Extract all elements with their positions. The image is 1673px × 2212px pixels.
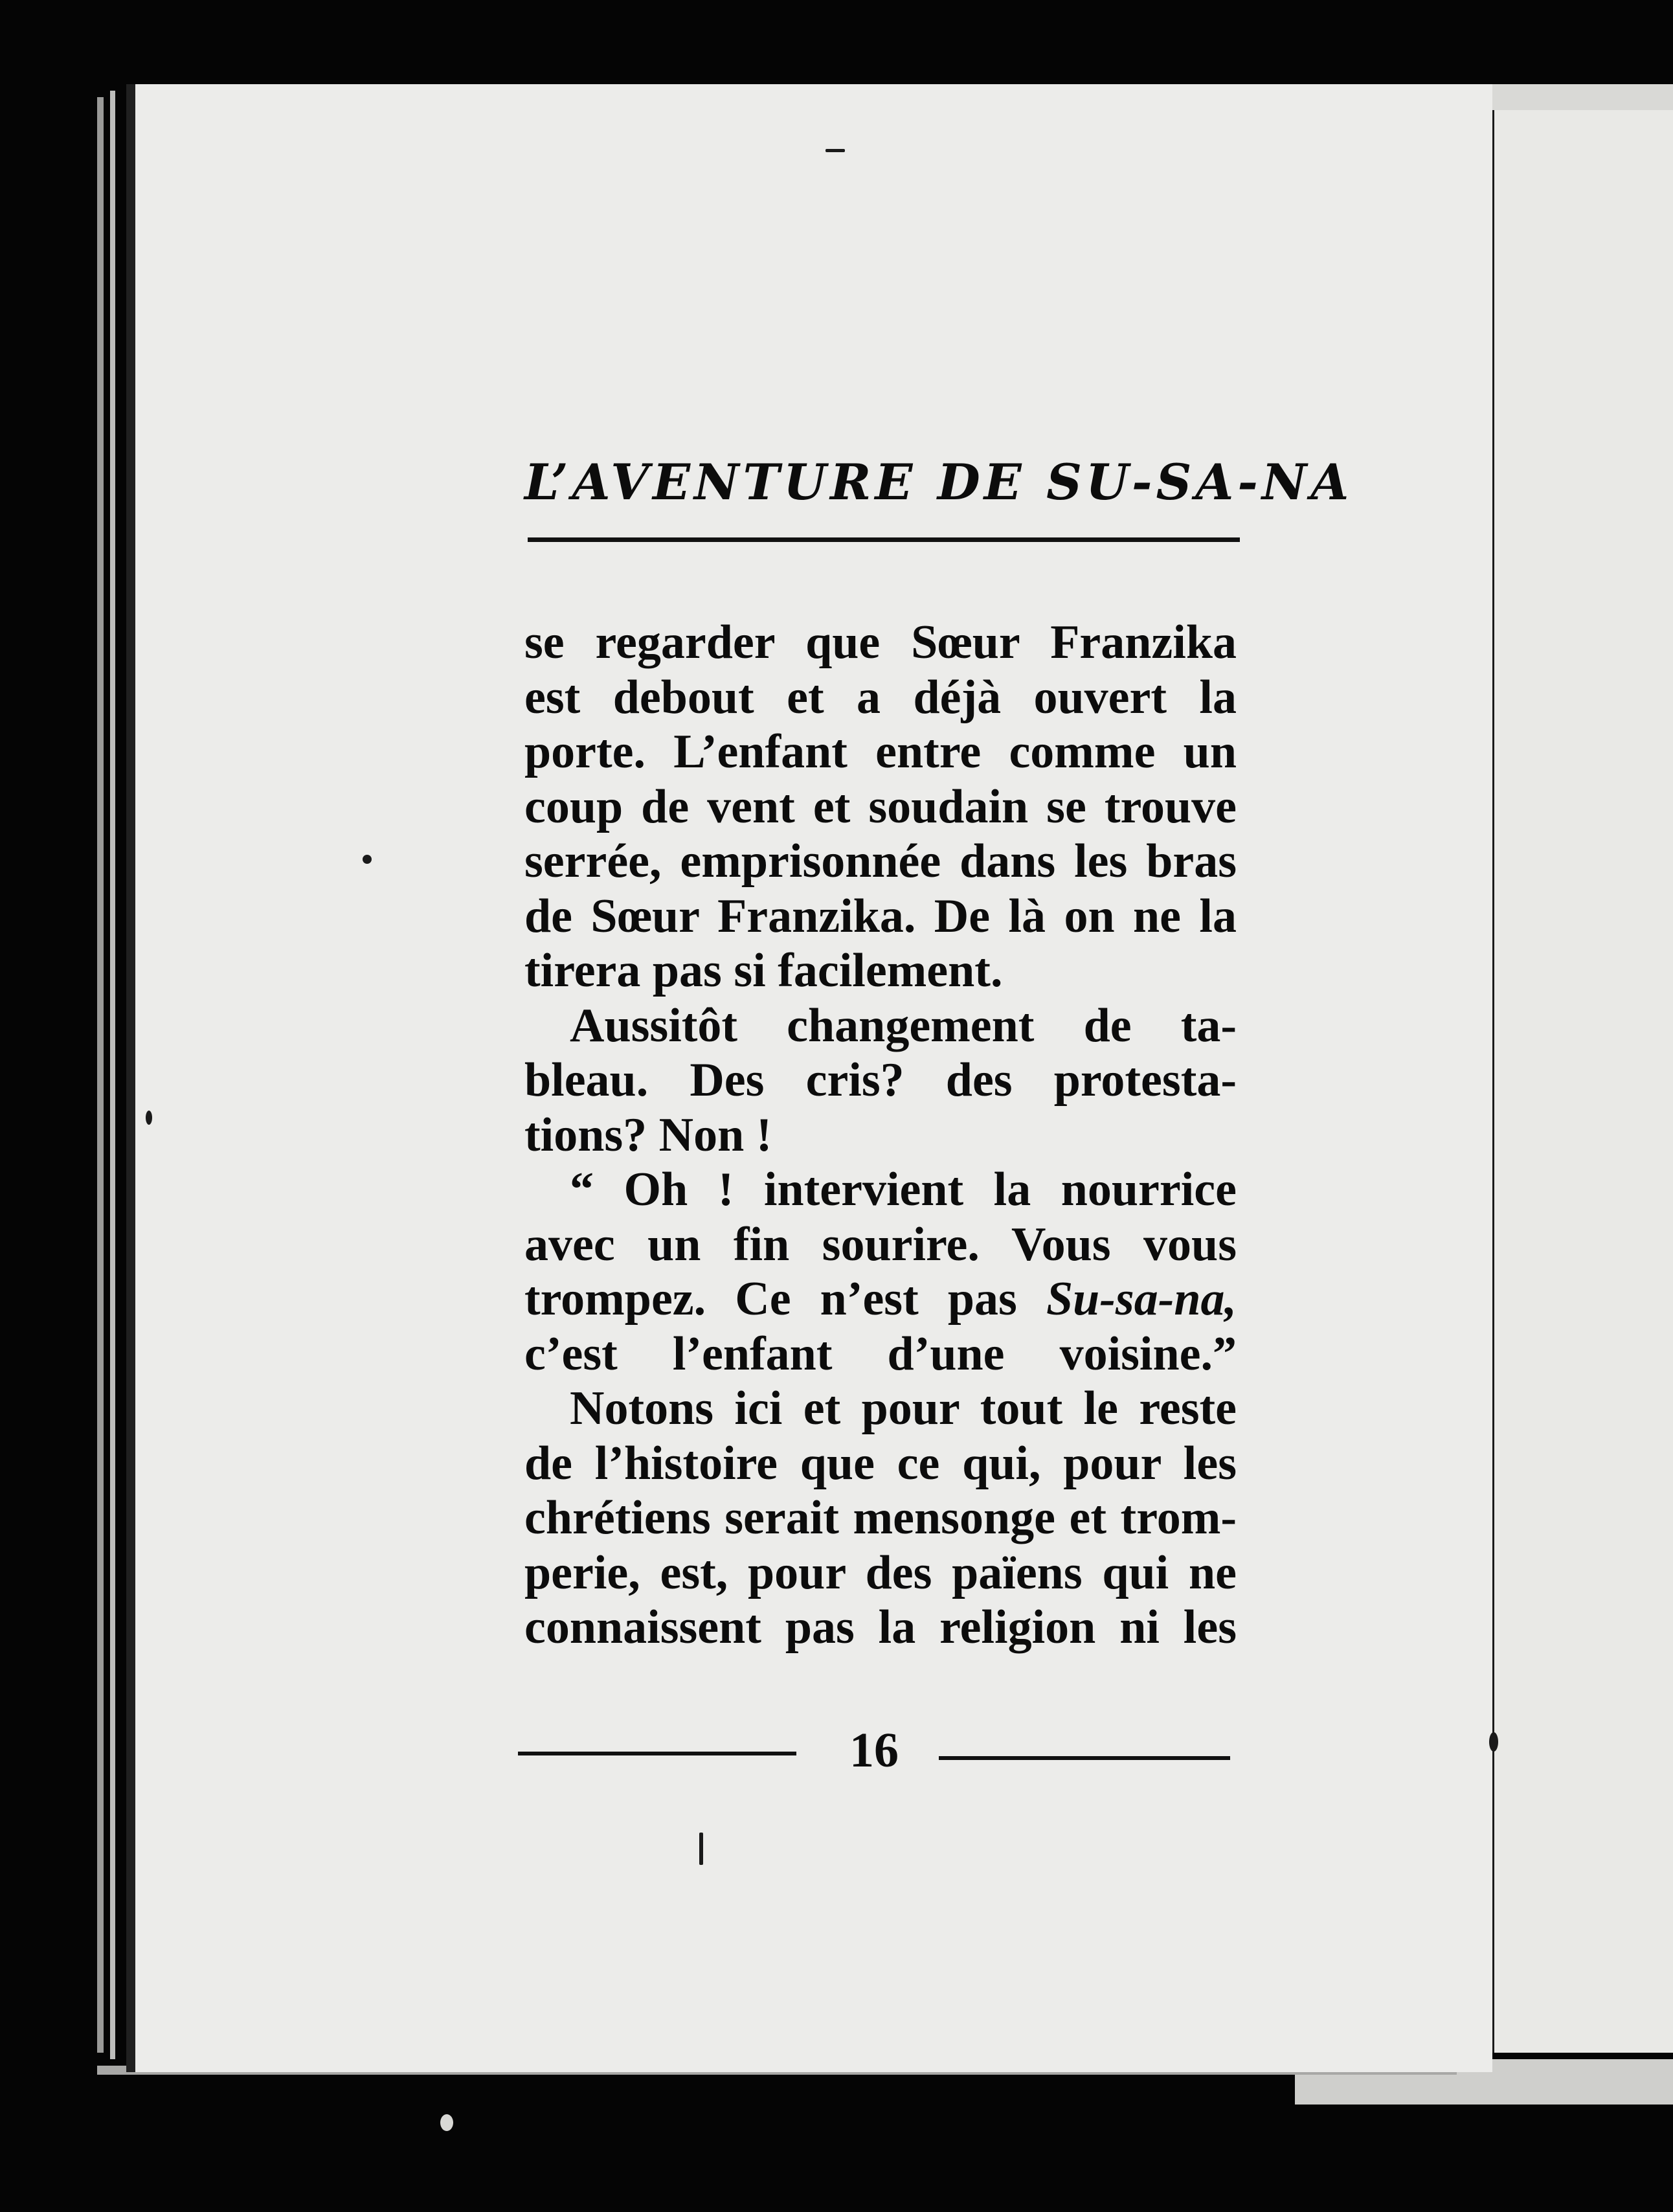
- facing-page: [1489, 110, 1673, 2053]
- text-line: Notons ici et pour tout le reste: [570, 1382, 1237, 1435]
- text-line: serrée, emprisonnée dans les bras: [524, 835, 1237, 888]
- text-line: se regarder que Sœur Franzika: [524, 616, 1237, 669]
- text-line: chrétiens serait mensonge et trom-: [524, 1491, 1237, 1544]
- scan-speck: [1489, 1732, 1498, 1752]
- text-line: connaissent pas la religion ni les: [524, 1601, 1237, 1654]
- text-fragment: trompez. Ce n’est pas: [524, 1272, 1046, 1326]
- text-line: de l’histoire que ce qui, pour les: [524, 1436, 1237, 1490]
- text-line: bleau. Des cris? des protesta-: [524, 1054, 1237, 1107]
- text-line: “ Oh ! intervient la nourrice: [570, 1163, 1237, 1216]
- footer-rule-right: [939, 1756, 1230, 1760]
- text-line: avec un fin sourire. Vous vous: [524, 1217, 1237, 1271]
- body-text: [524, 615, 1237, 1655]
- text-line: de Sœur Franzika. De là on ne la: [524, 889, 1237, 943]
- footer-rule-left: [518, 1752, 796, 1755]
- text-line: coup de vent et soudain se trouve: [524, 780, 1237, 833]
- scan-speck: [363, 855, 372, 864]
- scan-speck: [825, 149, 845, 152]
- scan-speck: [699, 1833, 703, 1865]
- header-rule: [528, 537, 1240, 542]
- text-line: tirera pas si facilement.: [524, 944, 1003, 997]
- text-line: perie, est, pour des païens qui ne: [524, 1546, 1237, 1599]
- page-number: 16: [849, 1723, 899, 1778]
- scan-speck: [440, 2114, 453, 2131]
- page-stack-edge: [97, 97, 104, 2053]
- scan-speck: [146, 1111, 152, 1125]
- text-line: c’est l’enfant d’une voisine.”: [524, 1327, 1237, 1381]
- italic-name: Su-sa-na,: [1046, 1272, 1237, 1326]
- running-header: L’AVENTURE DE SU-SA-NA: [524, 453, 1353, 511]
- text-line: porte. L’enfant entre comme un: [524, 725, 1237, 778]
- text-line: Aussitôt changement de ta-: [570, 999, 1237, 1052]
- page-stack-edge-inner: [110, 91, 115, 2059]
- text-line: est debout et a déjà ouvert la: [524, 670, 1237, 724]
- text-line: [524, 1272, 1237, 1327]
- text-line: tions? Non !: [524, 1108, 772, 1162]
